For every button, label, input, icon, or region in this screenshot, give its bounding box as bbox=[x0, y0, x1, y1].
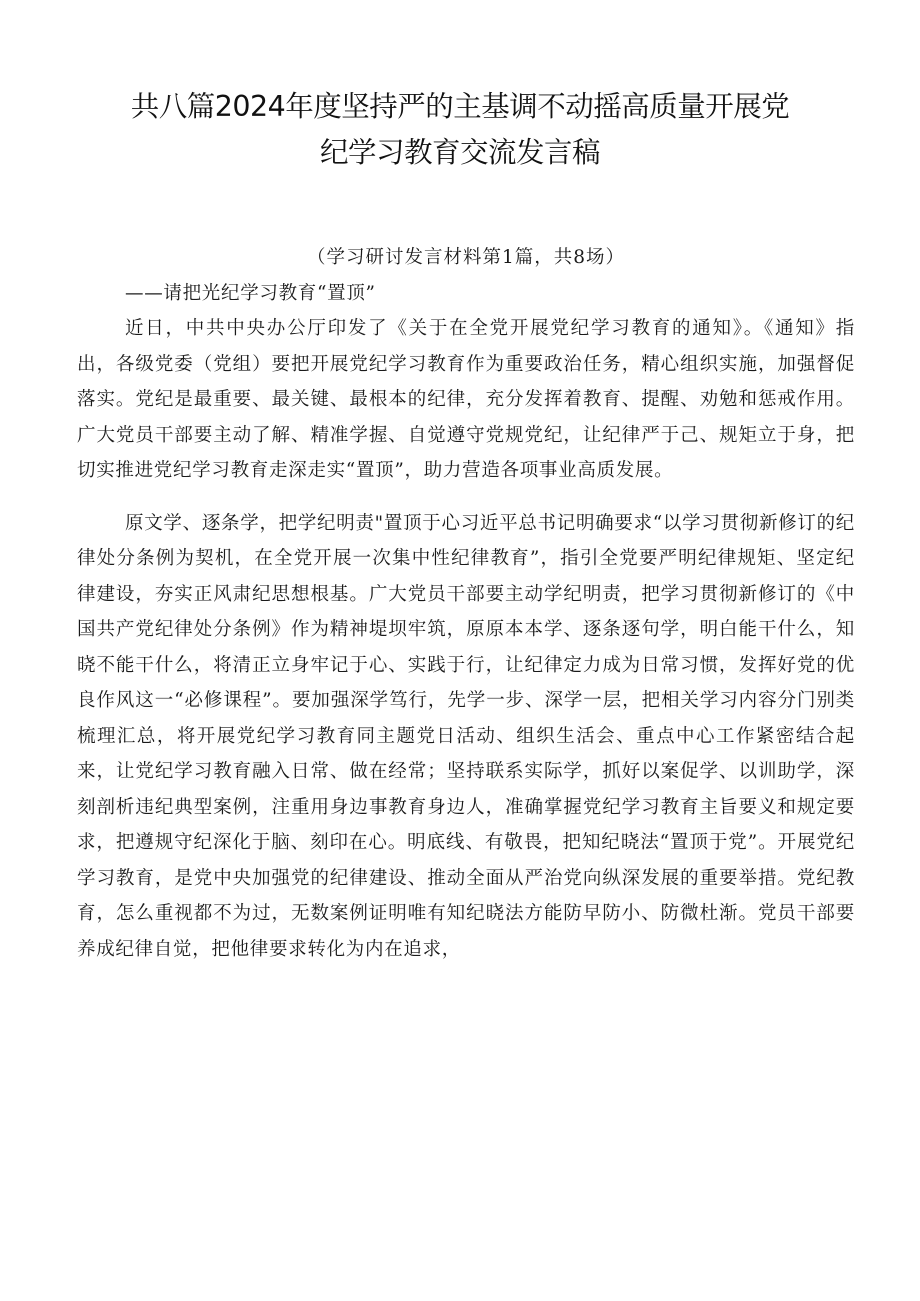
document-title bbox=[60, 84, 860, 176]
document-subtitle: （学习研讨发言材料第1篇，共8场） bbox=[306, 247, 626, 268]
document-body bbox=[77, 240, 855, 967]
section-lead: ——请把光纪学习教育“置顶” bbox=[125, 282, 376, 304]
paragraph-2: 原文学、逐条学，把学纪明责"置顶于心习近平总书记明确要求“以学习贯彻新修订的纪律处分条例为契机，在全党开展一次集中性纪律教育”，指引全党要严明纪律规矩、坚定纪律建设，夯实正风肃纪思想根基。广大党员干部要主动学纪明责，把学习贯彻新修订的《中国共产党纪律处分条例》作为精神堤坝牢筑，原原本本学、逐条逐句学，明白能干什么，知晓不能干什么，将清正立身牢记于心、实践于行，让纪律定力成为日常习惯，发挥好党的优良作风这一“必修课程”。要加强深学笃行，先学一步、深学一层，把相关学习内容分门别类梳理汇总，将开展党纪学习教育同主题党日活动、组织生活会、重点中心工作紧密结合起来，让党纪学习教育融入日常、做在经常；坚持联系实际学，抓好以案促学、以训助学，深刻剖析违纪典型案例，注重用身边事教育身边人，准确掌握党纪学习教育主旨要义和规定要求，把遵规守纪深化于脑、刻印在心。明底线、有敬畏，把知纪晓法“置顶于党”。开展党纪学习教育，是党中央加强党的纪律建设、推动全面从严治党向纵深发展的重要举措。党纪教育，怎么重视都不为过，无数案例证明唯有知纪晓法方能防早防小、防微杜渐。党员干部要养成纪律自觉，把他律要求转化为内在追求， bbox=[77, 512, 855, 960]
title-line-2: 纪学习教育交流发言稿 bbox=[319, 136, 600, 169]
title-line-1: 共八篇2024年度坚持严的主基调不动摇高质量开展党 bbox=[130, 90, 790, 123]
paragraph-1: 近日，中共中央办公厅印发了《关于在全党开展党纪学习教育的通知》。《通知》指出，各级党委（党组）要把开展党纪学习教育作为重要政治任务，精心组织实施，加强督促落实。党纪是最重要、最关键、最根本的纪律，充分发挥着教育、提醒、劝勉和惩戒作用。广大党员干部要主动了解、精准学握、自觉遵守党规党纪，让纪律严于己、规矩立于身，把切实推进党纪学习教育走深走实“置顶”，助力营造各项事业高质发展。 bbox=[77, 318, 855, 481]
